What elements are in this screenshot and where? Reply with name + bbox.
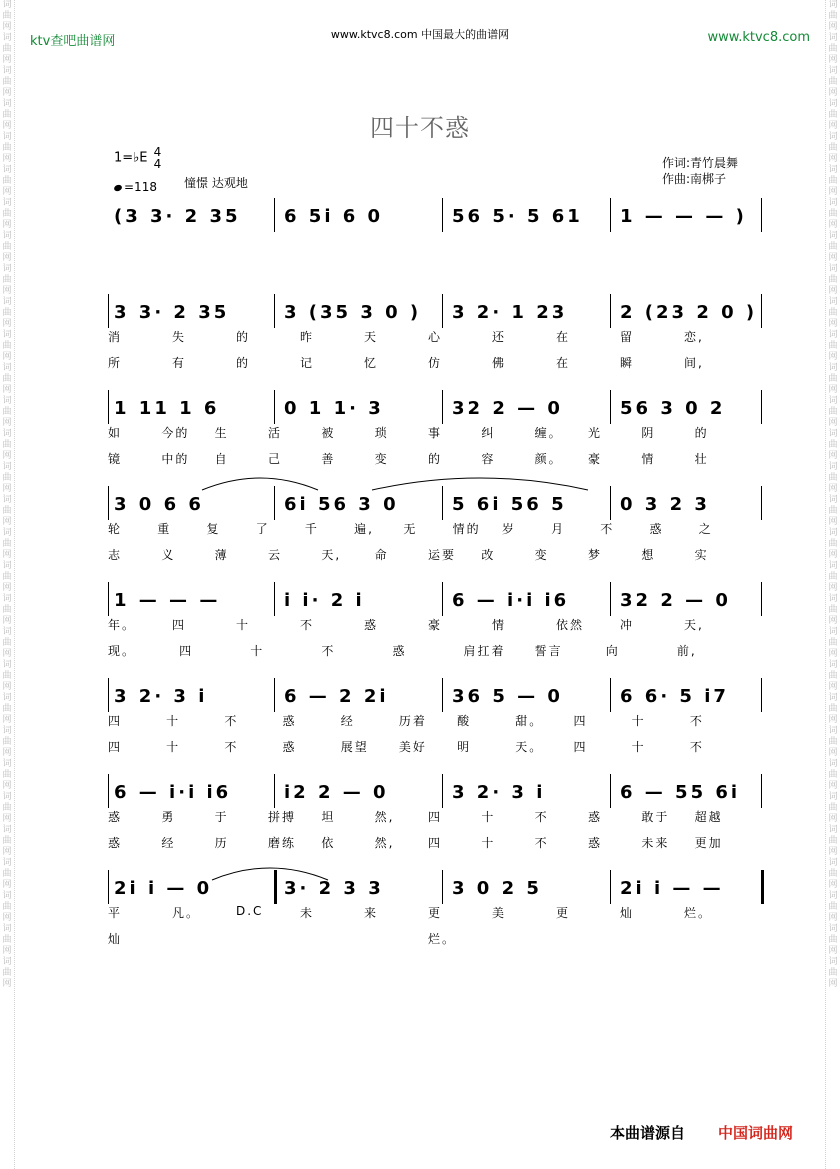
lyric-word: 云 [268,548,283,562]
measure-notes: 3 (35 3 0 ) [284,302,422,323]
lyric-word: 凡。 [172,906,201,920]
lyric-word: 不 [224,714,239,728]
site-name-left[interactable]: ktv查吧曲谱网 [30,34,116,49]
lyric-word: 实 [694,548,709,562]
lyric-word: 颜。 [534,452,563,466]
lyric-word: 十 [166,740,181,754]
lyric-word: 想 [641,548,656,562]
lyric-word: 记 [300,356,315,370]
lyric-word: 镜 [108,452,123,466]
bar-line [108,294,109,328]
lyric-word: 遍, [354,522,374,536]
site-url-right[interactable]: www.ktvc8.com [707,30,810,45]
slur [210,862,330,882]
lyric-word: 惑 [649,522,664,536]
lyric-word: 冲 [620,618,635,632]
measure-notes: (3 3· 2 35 [114,206,241,227]
lyric-word: 不 [224,740,239,754]
lyric-word: 四 [573,740,588,754]
lyric-word: 天 [364,330,379,344]
lyric-word: 然, [374,836,395,850]
side-watermark-right: 词曲网词曲网词曲网词曲网词曲网词曲网词曲网词曲网词曲网词曲网词曲网词曲网词曲网词曲网词曲网词曲网词曲网词曲网词曲网词曲网词曲网词曲网词曲网词曲网词曲网词曲网词曲网词曲网词曲网词曲网 [825,0,840,1169]
bar-line [442,198,443,232]
lyric-word: 壮 [694,452,709,466]
bar-line [610,390,611,424]
measure-notes: 2i i — — [620,878,724,899]
key-letter: ♭E [133,150,148,166]
measure-notes: 56 3 0 2 [620,398,726,419]
lyric-word: 甜。 [515,714,544,728]
lyric-word: 消 [108,330,123,344]
measure-notes: 2i i — 0 [114,878,213,899]
lyric-word: 惑 [364,618,379,632]
bar-line [442,294,443,328]
lyric-word: 间, [684,356,704,370]
lyric-word: 昨 [300,330,315,344]
lyric-word: 誓言 [534,644,563,658]
site-slogan: www.ktvc8.com 中国最大的曲谱网 [330,28,510,41]
lyric-word: 瞬 [620,356,635,370]
measure-notes: i2 2 — 0 [284,782,389,803]
bar-line [108,678,109,712]
measure-notes: 6i 56 3 0 [284,494,399,515]
lyric-word: 留 [620,330,635,344]
tempo-value: =118 [124,180,157,194]
bar-line [761,774,762,808]
slur [370,472,590,492]
lyric-word: 恋, [684,330,704,344]
lyric-word: 烂。 [428,932,457,946]
bar-line [108,870,109,904]
quarter-note-icon [113,184,123,192]
measure-notes: 1 — — — [114,590,221,611]
lyric-word: 十 [631,740,646,754]
lyric-word: 的 [694,426,709,440]
lyric-word: 惑 [282,740,297,754]
lyric-word: 不 [600,522,615,536]
measure-notes: 5 6i 56 5 [452,494,567,515]
lyric-word: 复 [206,522,221,536]
lyric-word: 义 [161,548,176,562]
bar-line [442,678,443,712]
lyric-word: 十 [250,644,265,658]
lyric-word: 不 [689,714,704,728]
lyric-word: 惑 [588,810,603,824]
lyric-word: 无 [403,522,418,536]
lyric-word: 十 [236,618,251,632]
source-label: 本曲谱源自 [610,1124,686,1142]
bar-line [761,870,764,904]
bar-line [442,774,443,808]
lyric-word: 活 [268,426,283,440]
lyric-word: 不 [689,740,704,754]
lyric-word: 变 [374,452,389,466]
lyric-word: 未 [300,906,315,920]
bar-line [610,486,611,520]
lyric-word: 善 [321,452,336,466]
lyric-word: 月 [551,522,566,536]
lyric-word: 所 [108,356,123,370]
bar-line [761,198,762,232]
lyric-word: 美 [492,906,507,920]
lyric-word: 豪 [588,452,603,466]
lyric-word: 历着 [398,714,427,728]
lyric-word: 惑 [282,714,297,728]
lyric-word: 十 [631,714,646,728]
bar-line [442,870,443,904]
lyric-word: 中的 [161,452,190,466]
lyric-word: 纠 [481,426,496,440]
lyric-word: 天, [684,618,704,632]
lyric-word: 千 [304,522,319,536]
bar-line [274,774,275,808]
bar-line [274,678,275,712]
measure-notes: 3 2· 3 i [452,782,546,803]
source-site-link[interactable]: 中国词曲网 [718,1124,794,1142]
bar-line [761,582,762,616]
lyric-word: 了 [255,522,270,536]
measure-notes: 2 (23 2 0 ) [620,302,758,323]
lyric-word: 天, [321,548,342,562]
expression-marking: 憧憬 达观地 [184,176,248,190]
lyric-word: 之 [698,522,713,536]
lyric-word: 四 [428,810,443,824]
lyric-word: 灿 [620,906,635,920]
lyric-word: 情 [492,618,507,632]
lyric-word: 的 [428,452,443,466]
lyric-word: 肩扛着 [463,644,506,658]
bar-line [761,294,762,328]
measure-notes: 6 — 55 6i [620,782,741,803]
lyric-word: 依 [321,836,336,850]
measure-notes: 6 — 2 2i [284,686,389,707]
lyric-word: 在 [556,356,571,370]
lyric-word: 坦 [321,810,336,824]
measure-notes: 3· 2 3 3 [284,878,384,899]
bar-line [610,198,611,232]
lyric-word: 如 [108,426,123,440]
lyric-word: 依然 [556,618,585,632]
bar-line [274,390,275,424]
measure-notes: 3 2· 1 23 [452,302,568,323]
lyric-word: 梦 [588,548,603,562]
lyric-word: 光 [588,426,603,440]
bar-line [610,870,611,904]
lyric-word: 四 [172,618,187,632]
lyric-word: 美好 [398,740,427,754]
measure-notes: 0 1 1· 3 [284,398,384,419]
tempo-marking [114,180,157,194]
lyric-word: 不 [321,644,336,658]
lyric-word: 更加 [694,836,723,850]
measure-notes: 0 3 2 3 [620,494,710,515]
lyric-word: 豪 [428,618,443,632]
lyric-word: 明 [457,740,472,754]
lyric-word: 情的 [452,522,481,536]
lyric-word: 平 [108,906,123,920]
lyric-word: 在 [556,330,571,344]
lyric-word: 超越 [694,810,723,824]
lyric-word: 己 [268,452,283,466]
lyric-word: 改 [481,548,496,562]
lyric-word: D.C [236,904,264,918]
lyric-word: 志 [108,548,123,562]
measure-notes: 1 11 1 6 [114,398,220,419]
lyricist-credit: 作词:青竹晨舞 [662,156,739,170]
lyric-word: 四 [108,740,123,754]
time-top: 4 [153,145,162,159]
lyric-word: 前, [676,644,697,658]
measure-notes: 6 6· 5 i7 [620,686,729,707]
lyric-word: 不 [300,618,315,632]
measure-notes: 32 2 — 0 [452,398,563,419]
bar-line [274,294,275,328]
bar-line [442,582,443,616]
measure-notes: 56 5· 5 61 [452,206,583,227]
lyric-word: 自 [214,452,229,466]
lyric-word: 磨练 [268,836,297,850]
lyric-word: 琐 [374,426,389,440]
lyric-word: 心 [428,330,443,344]
lyric-word: 经 [161,836,176,850]
lyric-word: 十 [481,836,496,850]
lyric-word: 四 [179,644,194,658]
measure-notes: 1 — — — ) [620,206,747,227]
lyric-word: 历 [214,836,229,850]
lyric-word: 惑 [108,810,123,824]
bar-line [761,678,762,712]
bar-line [761,390,762,424]
lyric-word: 岁 [501,522,516,536]
bar-line [108,774,109,808]
lyric-word: 薄 [214,548,229,562]
lyric-word: 的 [236,356,251,370]
time-signature [154,146,162,170]
lyric-word: 惑 [108,836,123,850]
lyric-word: 生 [214,426,229,440]
lyric-word: 不 [534,836,549,850]
lyric-word: 烂。 [684,906,713,920]
slur [200,472,320,492]
lyric-word: 来 [364,906,379,920]
lyric-word: 更 [556,906,571,920]
lyric-word: 天。 [515,740,544,754]
lyric-word: 展望 [340,740,369,754]
lyric-word: 缠。 [534,426,563,440]
bar-line [108,582,109,616]
lyric-word: 敢于 [641,810,670,824]
bar-line [610,294,611,328]
lyric-word: 更 [428,906,443,920]
lyric-word: 经 [340,714,355,728]
lyric-word: 灿 [108,932,123,946]
lyric-word: 轮 [108,522,123,536]
measure-notes: 6 — i·i i6 [114,782,232,803]
lyric-word: 惑 [588,836,603,850]
lyric-word: 向 [605,644,620,658]
lyric-word: 佛 [492,356,507,370]
lyric-word: 重 [157,522,172,536]
measure-notes: 3 3· 2 35 [114,302,230,323]
measure-notes: 3 2· 3 i [114,686,208,707]
lyric-word: 运要 [428,548,457,562]
lyric-word: 四 [573,714,588,728]
measure-notes: 36 5 — 0 [452,686,563,707]
measure-notes: 32 2 — 0 [620,590,731,611]
bar-line [274,198,275,232]
lyric-word: 今的 [161,426,190,440]
lyric-word: 于 [214,810,229,824]
lyric-word: 的 [236,330,251,344]
lyric-word: 不 [534,810,549,824]
lyric-word: 惑 [392,644,407,658]
bar-line [108,486,109,520]
lyric-word: 情 [641,452,656,466]
lyric-word: 年。 [108,618,137,632]
lyric-word: 十 [481,810,496,824]
measure-notes: 6 5i 6 0 [284,206,384,227]
lyric-word: 事 [428,426,443,440]
bar-line [442,390,443,424]
lyric-word: 有 [172,356,187,370]
measure-notes: i i· 2 i [284,590,365,611]
lyric-word: 变 [534,548,549,562]
lyric-word: 酸 [457,714,472,728]
bar-line [108,390,109,424]
lyric-word: 现。 [108,644,137,658]
measure-notes: 3 0 2 5 [452,878,542,899]
bar-line [761,486,762,520]
lyric-word: 然, [374,810,395,824]
lyric-word: 勇 [161,810,176,824]
lyric-word: 失 [172,330,187,344]
lyric-word: 被 [321,426,336,440]
time-bottom: 4 [153,157,162,171]
bar-line [610,774,611,808]
composer-credit: 作曲:南梆子 [662,172,727,186]
lyric-word: 容 [481,452,496,466]
lyric-word: 命 [374,548,389,562]
lyric-word: 忆 [364,356,379,370]
lyric-word: 还 [492,330,507,344]
lyric-word: 未来 [641,836,670,850]
side-watermark-left: 词曲网词曲网词曲网词曲网词曲网词曲网词曲网词曲网词曲网词曲网词曲网词曲网词曲网词曲网词曲网词曲网词曲网词曲网词曲网词曲网词曲网词曲网词曲网词曲网词曲网词曲网词曲网词曲网词曲网词曲网 [0,0,15,1169]
measure-notes: 6 — i·i i6 [452,590,570,611]
bar-line [274,582,275,616]
lyric-word: 四 [428,836,443,850]
measure-notes: 3 0 6 6 [114,494,204,515]
bar-line [610,678,611,712]
lyric-word: 仿 [428,356,443,370]
lyric-word: 十 [166,714,181,728]
lyric-word: 阴 [641,426,656,440]
bar-line [610,582,611,616]
song-title: 四十不惑 [370,114,470,142]
lyric-word: 四 [108,714,123,728]
key-signature [114,146,161,170]
lyric-word: 拼搏 [268,810,297,824]
key-label: 1= [114,150,134,166]
